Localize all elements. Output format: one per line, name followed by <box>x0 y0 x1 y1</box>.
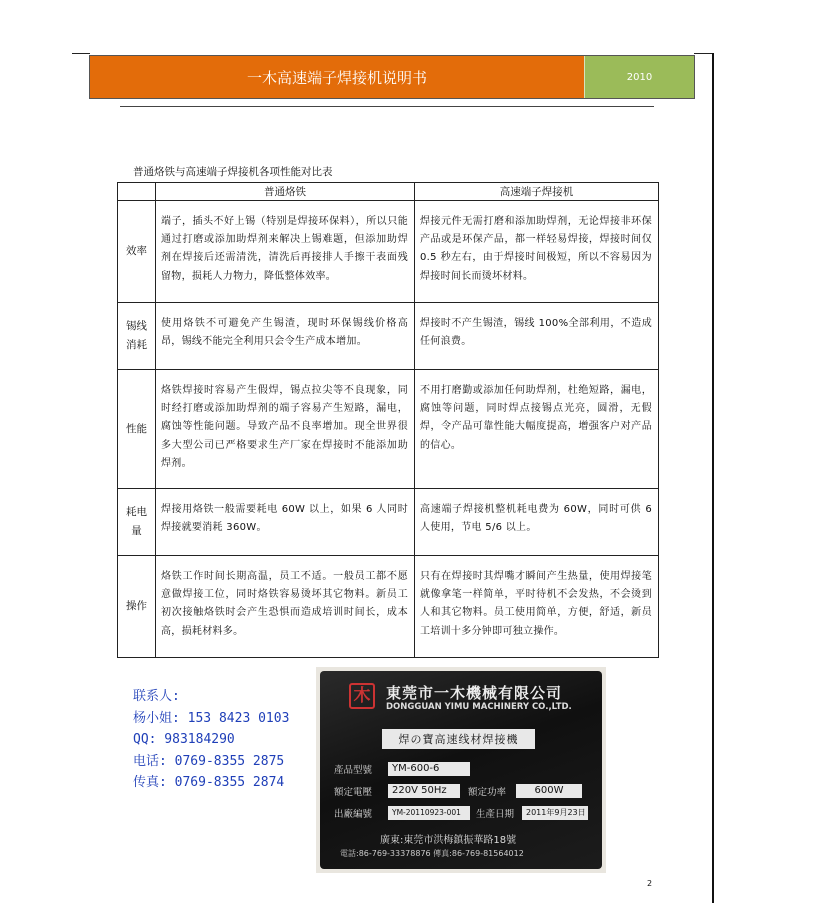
table-row-solder-consumption <box>118 303 659 370</box>
cell-machine: 不用打磨勤或添加任何助焊剂，杜绝短路，漏电，腐蚀等问题，同时焊点接锡点光亮，圆滑，无假焊，令产品可靠性能大幅度提高，增强客户对产品的信心。 <box>415 370 659 489</box>
table-caption: 普通烙铁与高速端子焊接机各项性能对比表 <box>133 166 333 178</box>
table-header-row <box>118 183 659 201</box>
row-label: 效率 <box>118 201 156 303</box>
document-title: 一木高速端子焊接机说明书 <box>90 56 584 98</box>
nameplate-voltage-value: 220V 50Hz <box>388 784 460 798</box>
page-frame-right <box>712 53 714 903</box>
contact-tel: 电话: 0769-8355 2875 <box>133 753 285 769</box>
nameplate-phone: 電話:86-769-33378876 傳真:86-769-81564012 <box>340 849 524 858</box>
mu-logo-icon: 木 <box>349 683 375 709</box>
nameplate <box>320 671 602 869</box>
row-label: 锡线消耗 <box>118 303 156 370</box>
column-header-iron: 普通烙铁 <box>156 183 415 201</box>
nameplate-date-value: 2011年9月23日 <box>522 806 588 820</box>
nameplate-photo <box>316 667 606 873</box>
nameplate-date-label: 生產日期 <box>476 809 515 820</box>
row-label: 性能 <box>118 370 156 489</box>
cell-machine: 只有在焊接时其焊嘴才瞬间产生热量，使用焊接笔就像拿笔一样简单，平时待机不会发热，不会烫到人和其它物料。员工使用简单，方便，舒适，新员工培训十多分钟即可独立操作。 <box>415 556 659 658</box>
cell-iron: 使用烙铁不可避免产生锡渣，现时环保锡线价格高昂，锡线不能完全利用只会令生产成本增加。 <box>156 303 415 370</box>
comparison-table <box>117 182 659 658</box>
nameplate-power-value: 600W <box>516 784 582 798</box>
row-label: 耗电量 <box>118 489 156 556</box>
document-year: 2010 <box>584 56 694 98</box>
nameplate-power-label: 額定功率 <box>468 787 507 798</box>
table-row-power-consumption <box>118 489 659 556</box>
nameplate-model-label: 產品型號 <box>334 765 373 776</box>
table-row-operation <box>118 556 659 658</box>
column-header-machine: 高速端子焊接机 <box>415 183 659 201</box>
contact-name-phone: 杨小姐: 153 8423 0103 <box>133 710 290 726</box>
table-row-performance <box>118 370 659 489</box>
page-number: 2 <box>647 879 653 888</box>
cell-machine: 焊接时不产生锡渣，锡线 100%全部利用，不造成任何浪费。 <box>415 303 659 370</box>
cell-iron: 焊接用烙铁一般需要耗电 60W 以上，如果 6 人同时焊接就要消耗 360W。 <box>156 489 415 556</box>
page-frame-top-left <box>72 53 90 54</box>
nameplate-company-cn: 東莞市一木機械有限公司 <box>386 684 563 702</box>
document-header <box>89 55 695 99</box>
table-row-efficiency <box>118 201 659 303</box>
nameplate-address: 廣東:東莞市洪梅鎮振華路18號 <box>380 835 517 846</box>
nameplate-product: 焊の寶高速线材焊接機 <box>382 729 535 749</box>
contact-fax: 传真: 0769-8355 2874 <box>133 775 285 790</box>
cell-iron: 烙铁工作时间长期高温，员工不适。一般员工都不愿意做焊接工位，同时烙铁容易烫坏其它物料。新员工初次接触烙铁时会产生恐惧而造成培训时间长，成本高，损耗材料多。 <box>156 556 415 658</box>
nameplate-serial-label: 出廠編號 <box>334 809 373 820</box>
nameplate-company-en: DONGGUAN YIMU MACHINERY CO.,LTD. <box>386 702 572 712</box>
cell-iron: 端子，插头不好上锡（特别是焊接环保料），所以只能通过打磨或添加助焊剂来解决上锡难题，但添加助焊剂在焊接后还需清洗，清洗后再接排人手擦干表面残留物，损耗人力物力，降低整体效率。 <box>156 201 415 303</box>
header-rule <box>120 106 654 107</box>
page-frame-top-right <box>694 53 712 54</box>
column-header-empty <box>118 183 156 201</box>
nameplate-voltage-label: 額定電壓 <box>334 787 373 798</box>
contact-title: 联系人: <box>133 689 180 704</box>
contact-block <box>133 686 289 794</box>
nameplate-model-value: YM-600-6 <box>388 762 470 776</box>
contact-qq: QQ: 983184290 <box>133 732 235 747</box>
nameplate-serial-value: YM-20110923-001 <box>388 806 470 820</box>
cell-machine: 焊接元件无需打磨和添加助焊剂，无论焊接非环保产品或是环保产品，都一样轻易焊接，焊接时间仅 0.5 秒左右，由于焊接时间极短，所以不容易因为焊接时间长而烫坏材料。 <box>415 201 659 303</box>
cell-iron: 烙铁焊接时容易产生假焊，锡点拉尖等不良现象，同时经打磨或添加助焊剂的端子容易产生短路，漏电，腐蚀等性能问题。导致产品不良率增加。现全世界很多大型公司已严格要求生产厂家在焊接时不能添加助焊剂。 <box>156 370 415 489</box>
cell-machine: 高速端子焊接机整机耗电费为 60W，同时可供 6 人使用，节电 5/6 以上。 <box>415 489 659 556</box>
row-label: 操作 <box>118 556 156 658</box>
